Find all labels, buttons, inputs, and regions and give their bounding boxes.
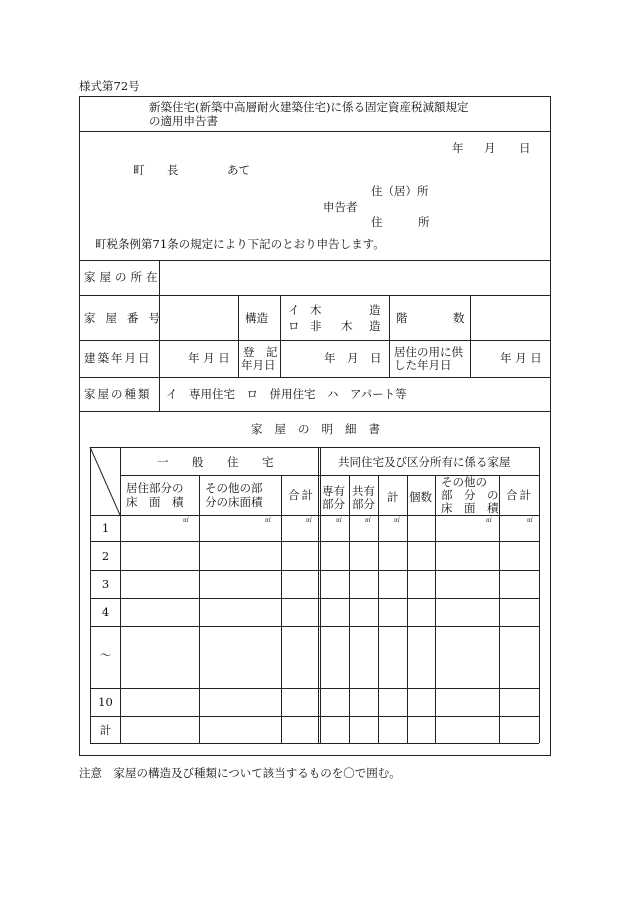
unit-mark: ㎡ [336, 517, 343, 524]
row-label: 10 [98, 695, 113, 709]
col-general-living-b: 床 面 積 [126, 495, 184, 509]
structure-option-wood-b: 造 [369, 303, 381, 317]
header-bottom [90, 515, 539, 516]
col-v-407 [407, 475, 408, 743]
occupied-label-1: 居住の用に供 [394, 345, 463, 359]
registered-date-field[interactable]: 年 月 日 [324, 351, 382, 365]
unit-mark: ㎡ [183, 517, 190, 524]
floors-field[interactable] [471, 296, 550, 340]
row-line-4 [90, 626, 539, 627]
unit-mark: ㎡ [486, 517, 493, 524]
applicant-label: 申告者 [323, 200, 358, 214]
built-date-field[interactable]: 年 月 日 [188, 351, 230, 365]
form-title-line1: 新築住宅(新築中高層耐火建築住宅)に係る固定資産税減額規定 [149, 100, 469, 114]
col-v-318 [318, 447, 321, 743]
location-field[interactable] [160, 261, 550, 295]
row-line-6 [90, 716, 539, 717]
divider-title [79, 131, 551, 132]
col-other-c: 床 面 積 [441, 501, 499, 515]
applicant-address-label: 住 [371, 215, 383, 229]
occupied-label-2: した年月日 [394, 358, 452, 372]
divider-v-238 [238, 295, 239, 377]
floors-label-b: 数 [453, 311, 465, 325]
unit-mark: ㎡ [394, 517, 401, 524]
col-general-living-a: 居住部分の [126, 481, 184, 495]
row-line-5 [90, 688, 539, 689]
col-general-total: 合計 [288, 488, 315, 502]
registered-label-2: 年月日 [241, 358, 276, 372]
row-label-total: 計 [99, 723, 112, 737]
table-bottom [90, 743, 539, 744]
kind-options[interactable]: イ 専用住宅 ロ 併用住宅 ハ アパート等 [166, 387, 407, 401]
built-date-label: 建築年月日 [84, 351, 152, 365]
shared-house-header: 共同住宅及び区分所有に係る家屋 [338, 455, 511, 469]
divider-v-280 [280, 295, 281, 340]
house-number-field[interactable] [160, 296, 238, 340]
location-label: 家屋の所在 [84, 270, 162, 284]
footnote: 注意 家屋の構造及び種類について該当するものを〇で囲む。 [79, 766, 401, 780]
col-other-b: 部 分 の [441, 488, 499, 502]
structure-option-wood-prefix[interactable]: イ [288, 303, 300, 317]
col-v-281 [281, 475, 282, 743]
col-common-a: 共有 [352, 484, 375, 498]
col-v-435 [435, 475, 436, 743]
divider-built-date [79, 340, 551, 341]
occupied-date-field[interactable]: 年 月 日 [500, 351, 542, 365]
row-line-3 [90, 598, 539, 599]
row-label: 4 [101, 605, 110, 619]
row-label: 3 [101, 577, 110, 591]
date-year-label: 年 [452, 141, 464, 155]
form-title-line2: の適用申告書 [149, 114, 218, 128]
structure-option-nonwood-prefix[interactable]: ロ [288, 319, 300, 333]
unit-mark: ㎡ [527, 517, 534, 524]
addressee-chief: 長 [167, 163, 179, 177]
details-heading: 家屋の明細書 [251, 422, 392, 436]
structure-option-wood-a: 木 [310, 303, 322, 317]
form-number: 様式第72号 [79, 79, 140, 93]
structure-label: 構造 [245, 311, 268, 325]
divider-details [79, 411, 551, 412]
table-right [539, 447, 540, 743]
col-subtotal: 計 [387, 490, 399, 504]
col-general-other-a: その他の部 [205, 481, 263, 495]
floors-label-a: 階 [396, 311, 408, 325]
structure-option-nonwood-b: 木 [341, 319, 353, 333]
applicant-residence-label: 住（居）所 [371, 184, 429, 198]
col-other-a: その他の [441, 475, 487, 489]
unit-mark: ㎡ [306, 517, 313, 524]
col-own-a: 専有 [322, 484, 345, 498]
col-common-b: 部分 [352, 497, 375, 511]
table-top [90, 447, 539, 448]
row-label: 2 [101, 549, 110, 563]
addressee-to: あて [227, 163, 250, 177]
divider-v-389 [389, 295, 390, 377]
col-shared-total: 合計 [506, 488, 533, 502]
statement-text: 町税条例第71条の規定により下記のとおり申告します。 [95, 237, 385, 251]
structure-option-nonwood-c: 造 [369, 319, 381, 333]
col-v-499 [499, 475, 500, 743]
date-month-label: 月 [484, 141, 496, 155]
applicant-address-label2: 所 [418, 215, 430, 229]
table-corner-diagonal [90, 447, 120, 515]
row-label-ellipsis: ～ [99, 648, 112, 662]
row-line-2 [90, 570, 539, 571]
general-house-header: 一 般 住 宅 [157, 455, 280, 469]
col-v-120 [120, 447, 121, 743]
col-units: 個数 [409, 490, 432, 504]
row-label: 1 [101, 521, 110, 535]
addressee-town: 町 [133, 163, 145, 177]
divider-kind [79, 377, 551, 378]
col-v-378 [378, 475, 379, 743]
date-day-label: 日 [519, 141, 531, 155]
unit-mark: ㎡ [265, 517, 272, 524]
kind-label: 家屋の種類 [84, 387, 152, 401]
col-general-other-b: 分の床面積 [205, 495, 263, 509]
structure-option-nonwood-a: 非 [310, 319, 322, 333]
col-v-199 [199, 475, 200, 743]
divider-v-280b [280, 340, 281, 377]
house-number-label: 家屋番号 [84, 311, 170, 325]
col-own-b: 部分 [322, 497, 345, 511]
unit-mark: ㎡ [365, 517, 372, 524]
registered-label-1: 登 記 [243, 345, 278, 359]
row-line-1 [90, 541, 539, 542]
col-v-349 [349, 475, 350, 743]
